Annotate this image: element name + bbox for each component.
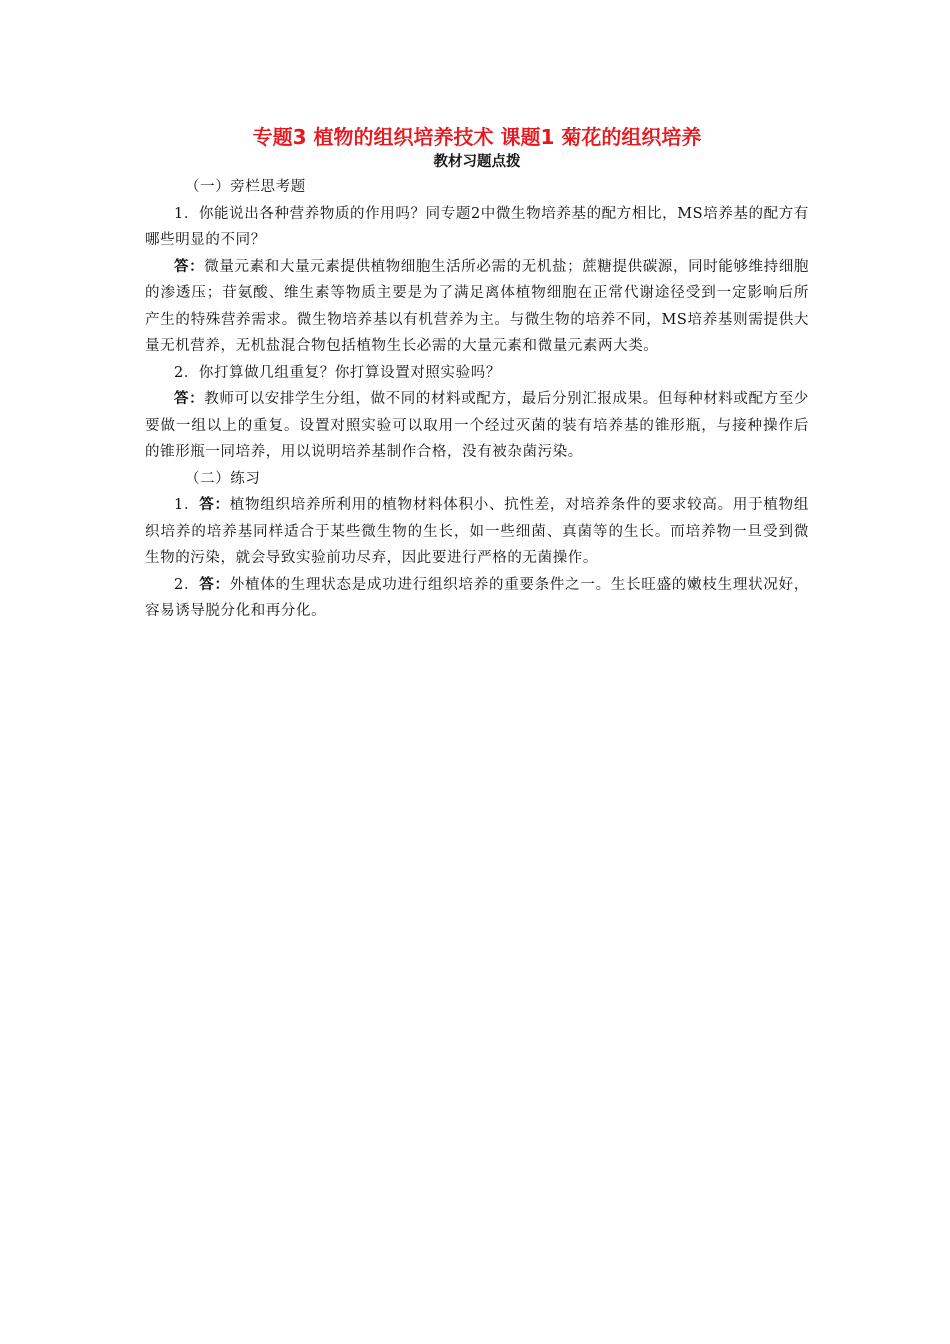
- answer-label: 答：: [199, 576, 230, 593]
- question-1: 1．你能说出各种营养物质的作用吗？同专题2中微生物培养基的配方相比，MS培养基的配方有哪些明显的不同？: [145, 205, 809, 248]
- exercise-1: [145, 492, 809, 572]
- exercise-number: 2．: [174, 576, 200, 593]
- document-page: [145, 122, 809, 625]
- answer-1-text: 微量元素和大量元素提供植物细胞生活所必需的无机盐；蔗糖提供碳源，同时能够维持细胞的渗透压；苷氨酸、维生素等物质主要是为了满足离体植物细胞在正常代谢途径受到一定影响后所产生的特殊营养需求。微生物培养基以有机营养为主。与微生物的培养不同，MS培养基则需提供大量无机营养，无机盐混合物包括植物生长必需的大量元素和微量元素两大类。: [145, 258, 810, 354]
- answer-2: [145, 386, 809, 466]
- question-2: 2．你打算做几组重复？你打算设置对照实验吗？: [174, 364, 501, 381]
- section-heading-exercises: （二）练习: [185, 470, 261, 487]
- document-title: 专题3 植物的组织培养技术 课题1 菊花的组织培养: [252, 125, 702, 149]
- answer-label: 答：: [174, 258, 205, 275]
- exercise-number: 1．: [174, 497, 200, 513]
- answer-label: 答：: [199, 497, 230, 513]
- exercise-2-text: 外植体的生理状态是成功进行组织培养的重要条件之一。生长旺盛的嫩枝生理状况好，容易诱导脱分化和再分化。: [145, 576, 810, 619]
- section-heading-sidebar-questions: （一）旁栏思考题: [185, 179, 306, 195]
- answer-2-text: 教师可以安排学生分组，做不同的材料或配方，最后分别汇报成果。但每种材料或配方至少要做一组以上的重复。设置对照实验可以取用一个经过灭菌的装有培养基的锥形瓶，与接种操作后的锥形瓶一同培养，用以说明培养基制作合格，没有被杂菌污染。: [145, 391, 810, 460]
- exercise-2: [145, 572, 809, 625]
- answer-label: 答：: [174, 391, 205, 407]
- exercise-1-text: 植物组织培养所利用的植物材料体积小、抗性差，对培养条件的要求较高。用于植物组织培养的培养基同样适合于某些微生物的生长，如一些细菌、真菌等的生长。而培养物一旦受到微生物的污染，就会导致实验前功尽弃，因此要进行严格的无菌操作。: [145, 497, 810, 566]
- document-subtitle: 教材习题点拨: [433, 154, 521, 170]
- answer-1: [145, 254, 809, 360]
